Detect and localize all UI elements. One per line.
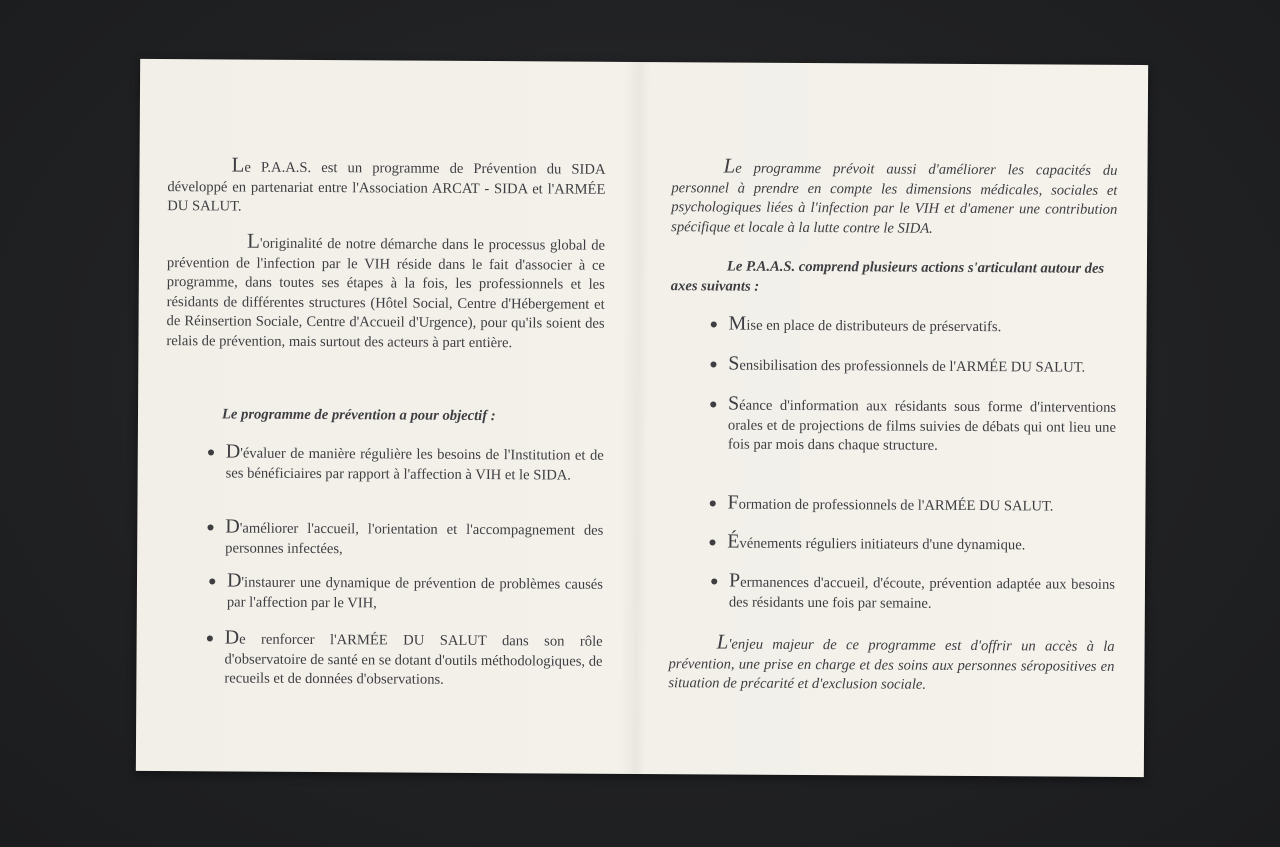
action-item bbox=[708, 530, 1115, 557]
drop-letter: D bbox=[225, 440, 241, 463]
bullet-icon: ● bbox=[708, 535, 717, 551]
action-text: ermanences d'accueil, d'écoute, prévention adaptée aux besoins des résidants une fois par semaine. bbox=[728, 574, 1116, 612]
drop-letter: L bbox=[723, 153, 736, 178]
bullet-icon: ● bbox=[708, 496, 717, 512]
drop-letter: S bbox=[728, 392, 740, 415]
drop-letter: D bbox=[225, 515, 240, 538]
action-text: ise en place de distributeurs de préservatifs. bbox=[746, 317, 1002, 336]
stake-paragraph bbox=[668, 629, 1115, 696]
actions-heading: Le P.A.A.S. comprend plusieurs actions s'articulant autour des axes suivants : bbox=[670, 258, 1105, 295]
action-item bbox=[708, 491, 1115, 518]
drop-letter: L bbox=[231, 152, 245, 177]
objective-text: 'instaurer une dynamique de prévention de problèmes causés par l'affection par le VIH, bbox=[226, 574, 604, 611]
originality-text: 'originalité de notre démarche dans le processus global de prévention de l'infection par le VIH réside dans le fait d'associer à ce programme, dans toutes ses étapes à la fois, les professionnels et les résidants de différentes structures (Hôtel Social, Centre d'Hébergement et de Réinsertion Sociale, Centre d'Accueil d'Urgence), pour qu'ils soient des relais de prévention, mais surtout des acteurs à part entière. bbox=[166, 235, 606, 351]
action-item bbox=[709, 392, 1117, 458]
originality-paragraph bbox=[166, 228, 606, 354]
drop-letter: M bbox=[728, 312, 747, 335]
action-text: ensibilisation des professionnels de l'ARMÉE DU SALUT. bbox=[739, 357, 1086, 376]
capacity-text: e programme prévoit aussi d'améliorer les capacités du personnel à prendre en compte les dimensions médicales, sociales et psychologiques liées à l'infection par le VIH et d'amener une contribution spécifique et locale à la lutte contre le SIDA. bbox=[671, 160, 1118, 237]
action-text: vénements réguliers initiateurs d'une dynamique. bbox=[739, 535, 1026, 554]
drop-letter: É bbox=[727, 530, 740, 553]
action-item bbox=[709, 352, 1116, 379]
left-panel bbox=[166, 59, 606, 688]
brochure-card bbox=[136, 59, 1148, 777]
drop-letter: L bbox=[716, 629, 729, 654]
right-panel bbox=[668, 62, 1118, 693]
drop-letter: P bbox=[728, 569, 741, 592]
objective-item bbox=[207, 569, 604, 614]
stake-text: 'enjeu majeur de ce programme est d'offrir un accès à la prévention, une prise en charge et des soins aux personnes séropositives en situation de précarité et d'exclusion sociale. bbox=[668, 636, 1115, 693]
capacity-paragraph bbox=[671, 153, 1118, 240]
objective-item bbox=[206, 440, 604, 485]
intro-text: e P.A.A.S. est un programme de Prévention du SIDA développé en partenariat entre l'Association ARCAT - SIDA et l'ARMÉE DU SALUT. bbox=[167, 159, 606, 215]
drop-letter: F bbox=[727, 491, 739, 514]
bullet-icon: ● bbox=[709, 397, 718, 413]
bullet-icon: ● bbox=[709, 317, 719, 333]
objective-text: e renforcer l'ARMÉE DU SALUT dans son rôle d'observatoire de santé en se dotant d'outils méthodologiques, de recueils et de données d'observations. bbox=[224, 631, 603, 688]
objective-text: 'améliorer l'accueil, l'orientation et l'accompagnement des personnes infectées, bbox=[225, 520, 604, 557]
objective-text: 'évaluer de manière régulière les besoins de l'Institution et de ses bénéficiaires par rapport à l'affection à VIH et le SIDA. bbox=[225, 445, 604, 484]
action-item bbox=[709, 569, 1116, 615]
bullet-icon: ● bbox=[206, 520, 215, 536]
bullet-icon: ● bbox=[709, 357, 718, 373]
drop-letter: S bbox=[728, 352, 740, 375]
objective-heading: Le programme de prévention a pour objectif : bbox=[221, 406, 496, 425]
drop-letter: L bbox=[247, 228, 260, 253]
action-item bbox=[709, 312, 1117, 339]
bullet-icon: ● bbox=[709, 574, 719, 590]
bullet-icon: ● bbox=[207, 574, 217, 590]
drop-letter: D bbox=[226, 569, 242, 592]
bullet-icon: ● bbox=[205, 631, 215, 647]
objective-item bbox=[205, 626, 603, 691]
drop-letter: D bbox=[224, 626, 240, 649]
action-text: éance d'information aux résidants sous forme d'interventions orales et de projections de films suivies de débats qui ont lieu une fois par mois dans chaque structure. bbox=[727, 397, 1117, 454]
action-text: ormation de professionnels de l'ARMÉE DU SALUT. bbox=[738, 496, 1054, 515]
intro-paragraph bbox=[167, 152, 606, 219]
bullet-icon: ● bbox=[206, 445, 216, 461]
objective-item bbox=[206, 515, 604, 560]
